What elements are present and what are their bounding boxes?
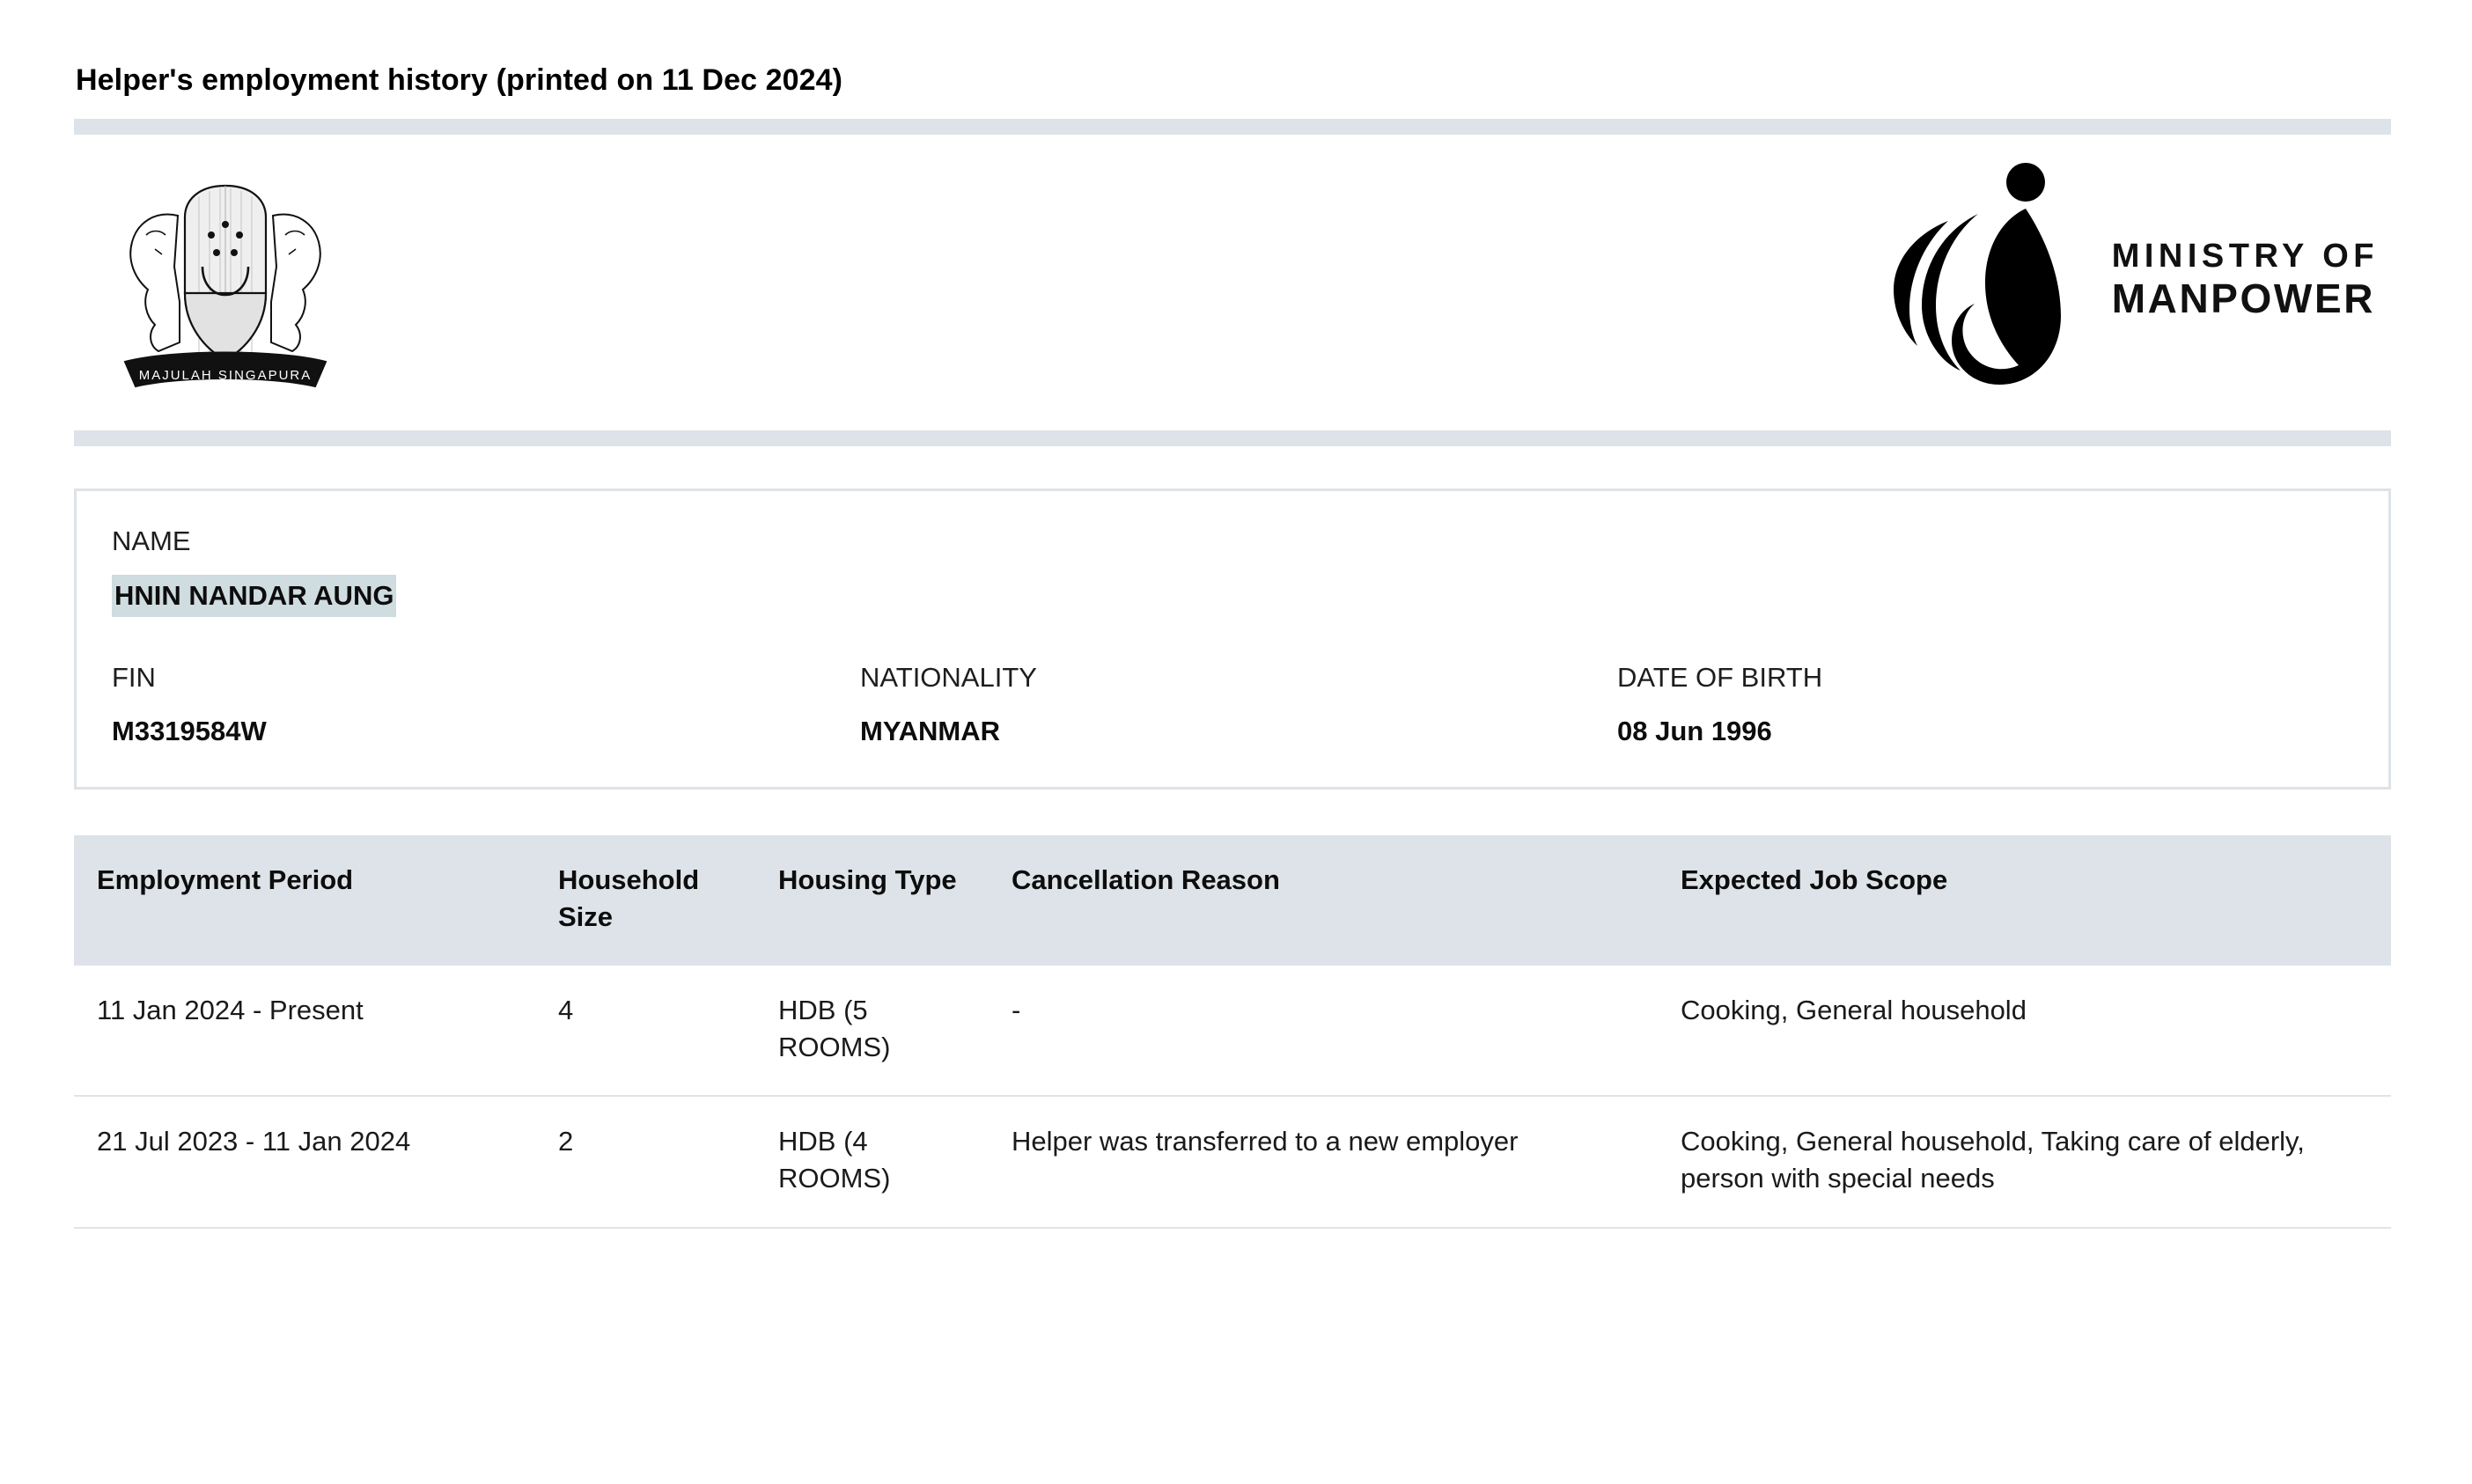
name-label: NAME [112,525,191,556]
singapore-crest-icon [93,161,357,399]
cell-cancellation-reason: - [994,966,1663,1097]
cell-housing-type: HDB (5 ROOMS) [761,966,994,1097]
crest-motto: MAJULAH SINGAPURA [138,368,313,383]
column-employment-period: Employment Period [74,835,541,966]
dob-value: 08 Jun 1996 [1617,715,1772,746]
cell-household-size: 2 [541,1096,761,1228]
cell-household-size: 4 [541,966,761,1097]
dob-label: DATE OF BIRTH [1617,662,1823,693]
fin-label: FIN [112,662,156,693]
person-details-panel [74,489,2391,790]
logo-row [74,135,2398,425]
table-row [74,966,2391,1097]
person-fields-grid [112,658,2353,752]
employment-history-table [74,835,2391,1229]
cell-cancellation-reason: Helper was transferred to a new employer [994,1096,1663,1228]
mom-mark-icon [1894,159,2078,401]
fin-field [112,658,860,752]
column-household-size: Household Size [541,835,761,966]
cell-housing-type: HDB (4 ROOMS) [761,1096,994,1228]
column-expected-job-scope: Expected Job Scope [1663,835,2391,966]
name-value-wrap [112,575,2353,618]
fin-value: M3319584W [112,715,267,746]
table-row [74,1096,2391,1228]
header-divider-top [74,119,2391,135]
column-housing-type: Housing Type [761,835,994,966]
dob-field [1617,658,2353,752]
cell-employment-period: 11 Jan 2024 - Present [74,966,541,1097]
page-title: Helper's employment history (printed on 11 Dec 2024) [76,63,843,97]
cell-employment-period: 21 Jul 2023 - 11 Jan 2024 [74,1096,541,1228]
cell-expected-job-scope: Cooking, General household, Taking care of elderly, person with special needs [1663,1096,2391,1228]
ministry-logo-line2: MANPOWER [2111,275,2376,322]
name-value: HNIN NANDAR AUNG [112,575,396,618]
nationality-value: MYANMAR [860,715,1001,746]
table-header-row [74,835,2391,966]
ministry-logo-line1: MINISTRY OF [2111,238,2379,275]
ministry-of-manpower-logo [1894,159,2389,401]
column-cancellation-reason: Cancellation Reason [994,835,1663,966]
nationality-field [860,658,1617,752]
nationality-label: NATIONALITY [860,662,1037,693]
header-divider-bottom [74,430,2391,446]
cell-expected-job-scope: Cooking, General household [1663,966,2391,1097]
